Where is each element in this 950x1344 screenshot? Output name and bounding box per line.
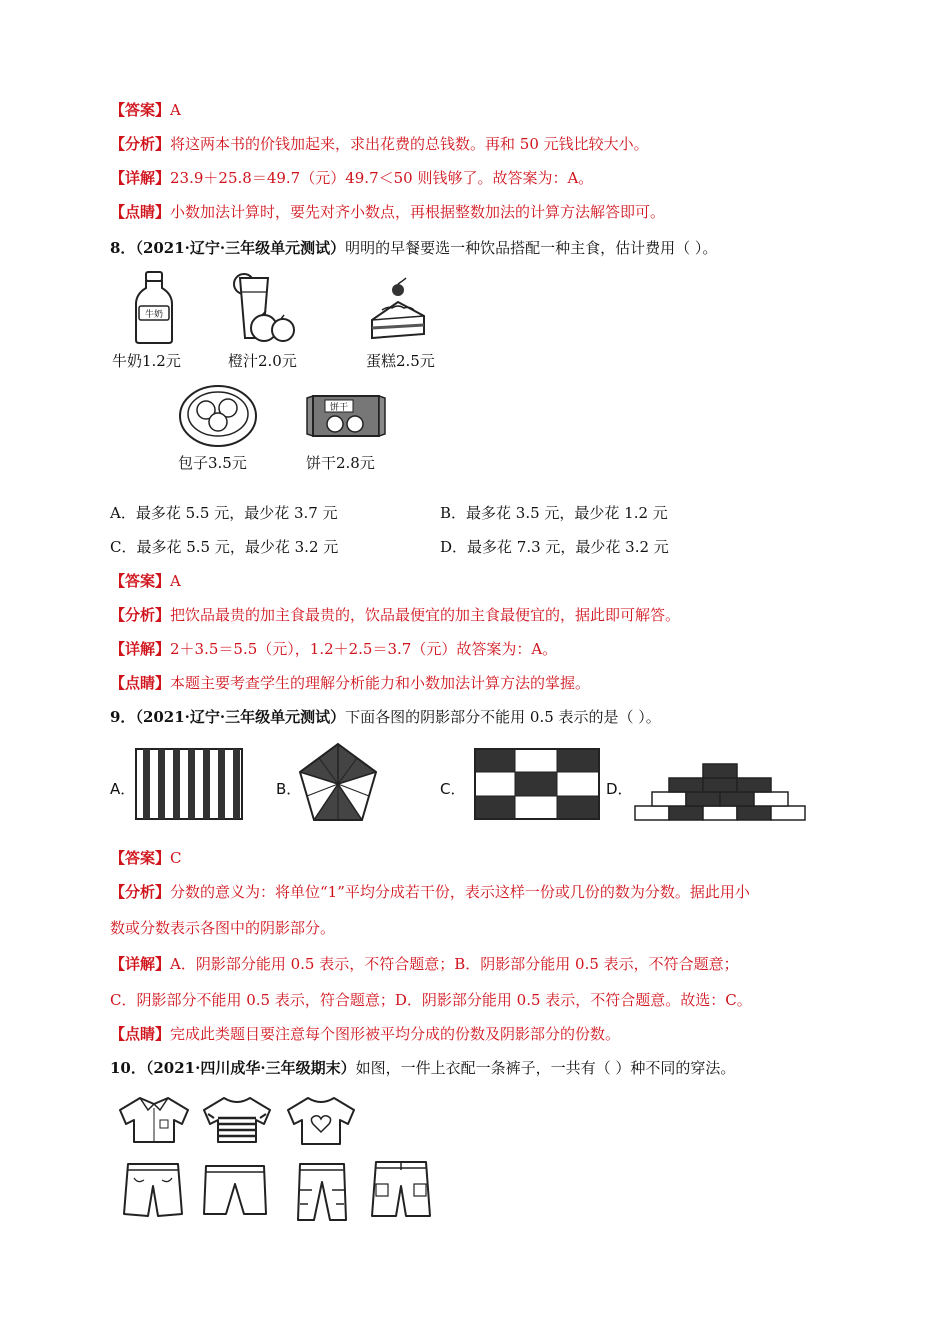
q9-comment: 【点睛】完成此类题目要注意每个图形被平均分成的份数及阴影部分的份数。: [110, 1025, 621, 1043]
q9-question: 9．（2021·辽宁·三年级单元测试）下面各图的阴影部分不能用 0.5 表示的是（ ）。: [110, 708, 661, 726]
q7-detail: 【详解】23.9＋25.8＝49.7（元）49.7＜50 则钱够了。故答案为：A。: [110, 169, 594, 187]
q8-item-biscuit-label: 饼干2.8元: [306, 454, 375, 472]
cake-icon: [368, 280, 428, 344]
cargo-shorts-icon: [368, 1158, 434, 1222]
q9-detail-cont: C．阴影部分不能用 0.5 表示，符合题意；D．阴影部分能用 0.5 表示，不符合题意。故选：C。: [110, 991, 752, 1009]
q8-option-c: C．最多花 5.5 元，最少花 3.2 元: [110, 538, 339, 556]
q9-figure-c-label: C．: [440, 780, 466, 798]
orange-juice-icon: [230, 272, 300, 344]
q8-item-cake-label: 蛋糕2.5元: [366, 352, 435, 370]
striped-tshirt-icon: [198, 1094, 276, 1144]
q8-answer: 【答案】A: [110, 572, 181, 590]
q7-comment: 【点睛】小数加法计算时，要先对齐小数点，再根据整数加法的计算方法解答即可。: [110, 203, 666, 221]
collared-shirt-icon: [114, 1094, 194, 1144]
q7-answer: 【答案】A: [110, 101, 181, 119]
shorts-icon: [120, 1160, 186, 1220]
long-pants-icon: [294, 1160, 350, 1222]
q8-option-b: B．最多花 3.5 元，最少花 1.2 元: [440, 504, 668, 522]
milk-bottle-text: 牛奶: [144, 310, 164, 320]
q9-analysis-cont: 数或分数表示各图中的阴影部分。: [110, 919, 336, 937]
q9-figure-b-pentagon: [296, 742, 380, 824]
q10-question: 10．（2021·四川成华·三年级期末）如图，一件上衣配一条裤子，一共有（ ）种不同的穿法。: [110, 1059, 736, 1077]
q8-option-d: D．最多花 7.3 元，最少花 3.2 元: [440, 538, 669, 556]
biscuit-pack-text: 饼干: [329, 403, 349, 413]
steamed-bun-icon: [176, 382, 260, 450]
q8-item-milk-label: 牛奶1.2元: [112, 352, 181, 370]
q9-figure-c-grid: [474, 748, 600, 820]
q9-figure-b-label: B．: [276, 780, 302, 798]
heart-tshirt-icon: [282, 1094, 360, 1146]
q9-figure-a-stripes: [135, 748, 243, 820]
milk-bottle-icon: [130, 272, 180, 344]
q8-item-bun-label: 包子3.5元: [178, 454, 247, 472]
q7-analysis: 【分析】将这两本书的价钱加起来，求出花费的总钱数。再和 50 元钱比较大小。: [110, 135, 649, 153]
q8-comment: 【点睛】本题主要考查学生的理解分析能力和小数加法计算方法的掌握。: [110, 674, 591, 692]
q9-analysis: 【分析】分数的意义为：将单位“1”平均分成若干份，表示这样一份或几份的数为分数。据此用小: [110, 883, 750, 901]
q8-item-juice-label: 橙汁2.0元: [228, 352, 297, 370]
q8-analysis: 【分析】把饮品最贵的加主食最贵的，饮品最便宜的加主食最便宜的，据此即可解答。: [110, 606, 681, 624]
wide-shorts-icon: [200, 1162, 270, 1218]
q9-answer: 【答案】C: [110, 849, 182, 867]
q8-question: 8．（2021·辽宁·三年级单元测试）明明的早餐要选一种饮品搭配一种主食，估计费用（ ）。: [110, 239, 718, 257]
q8-option-a: A．最多花 5.5 元，最少花 3.7 元: [110, 504, 338, 522]
q9-figure-d-label: D．: [606, 780, 633, 798]
q8-detail: 【详解】2＋3.5＝5.5（元），1.2＋2.5＝3.7（元）故答案为：A。: [110, 640, 558, 658]
q9-figure-d-bricks: [634, 760, 806, 822]
q9-detail: 【详解】A．阴影部分能用 0.5 表示，不符合题意；B．阴影部分能用 0.5 表示，不符合题意；: [110, 955, 739, 973]
q9-figure-a-label: A．: [110, 780, 136, 798]
biscuit-icon: [305, 392, 387, 440]
